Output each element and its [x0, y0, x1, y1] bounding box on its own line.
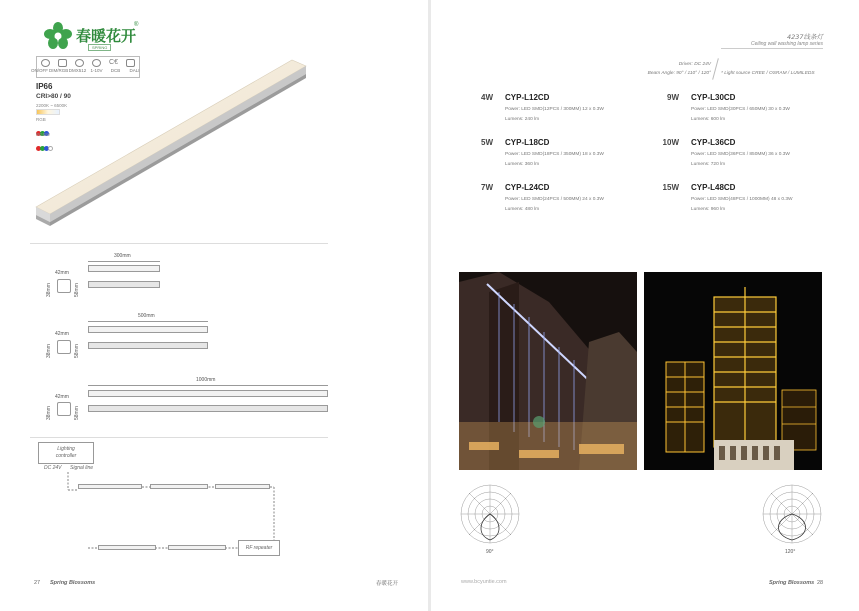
product-lumens: Lumens: 600 lm [691, 117, 726, 122]
rgbw-label: RGBW [36, 132, 50, 137]
product-watt: 4W [481, 93, 493, 102]
product-model: CYP-L24CD [505, 183, 550, 192]
project-photo-building-2 [644, 272, 822, 470]
product-watt: 10W [662, 138, 679, 147]
product-power: Power: LED SMD(12PCS / 300MM) 12 x 0.3W [505, 107, 604, 112]
feature-label: DALI [129, 68, 140, 73]
profile-top-view [88, 265, 160, 272]
height-label: 58mm [74, 283, 80, 297]
divider-slash [712, 58, 719, 80]
width-label: 42mm [55, 394, 69, 400]
width-label: 42mm [55, 331, 69, 337]
linear-light-unit [168, 545, 226, 550]
footer-brand: Spring Blossoms [769, 580, 815, 586]
series-title-cn: 4237线条灯 [786, 33, 823, 41]
profile-side-view [88, 281, 160, 288]
profile-side-view [88, 405, 328, 412]
rf-repeater-box [238, 540, 280, 556]
height-label: 58mm [74, 406, 80, 420]
rgb-label: RGB [36, 117, 46, 122]
divider [30, 437, 328, 438]
product-power: Power: LED SMD(18PCS / 350MM) 18 x 0.3W [505, 152, 604, 157]
flower-logo-icon [44, 22, 72, 50]
product-lumens: Lumens: 480 lm [505, 207, 540, 212]
feature-label: 1-10V [90, 68, 103, 73]
footer-url[interactable]: www.bcyuntie.com [461, 579, 507, 585]
divider [721, 48, 823, 49]
linear-light-unit [98, 545, 156, 550]
profile-top-view [88, 390, 328, 397]
dimension-line [88, 261, 160, 262]
height-label: 58mm [74, 344, 80, 358]
height-label: 38mm [46, 344, 52, 358]
linear-light-image [30, 50, 330, 240]
right-page [431, 0, 859, 611]
length-label: 1000mm [196, 377, 216, 383]
product-power: Power: LED SMD(48PCS / 1000MM) 48 x 0.3W [691, 197, 793, 202]
signal-label: Signal line [70, 465, 94, 471]
length-label: 300mm [114, 253, 131, 259]
lighting-controller-box [38, 442, 94, 464]
profile-top-view [88, 326, 208, 333]
cross-section [57, 279, 71, 293]
dimension-line [88, 321, 208, 322]
logo-name: 春暖花开 [76, 27, 137, 45]
length-label: 500mm [138, 313, 155, 319]
ce-icon: C€ [109, 59, 118, 66]
divider [30, 243, 328, 244]
footer-brand: Spring Blossoms [50, 580, 96, 586]
product-lumens: Lumens: 360 lm [505, 162, 540, 167]
feature-label: DCB [110, 68, 121, 73]
light-source-spec: * Light source CREE / OSRAM / LUMILEDS [721, 71, 815, 76]
feature-label: ON/OFF [31, 68, 48, 73]
product-model: CYP-L18CD [505, 138, 550, 147]
registered-mark: ® [134, 22, 139, 28]
page-number: 28 [817, 580, 824, 586]
feature-label: DIM/RGB [49, 68, 69, 73]
left-page [0, 0, 428, 611]
ip-rating: IP66 [36, 82, 53, 91]
product-power: Power: LED SMD(30PCS / 650MM) 30 x 0.3W [691, 107, 790, 112]
polar-diagram-120 [761, 483, 823, 550]
polar-angle-label: 90° [486, 549, 494, 555]
logo-sub: SPRING [88, 44, 111, 51]
product-lumens: Lumens: 720 lm [691, 162, 726, 167]
project-photo-building-1 [459, 272, 637, 470]
height-label: 38mm [46, 283, 52, 297]
product-power: Power: LED SMD(36PCS / 850MM) 36 x 0.3W [691, 152, 790, 157]
cross-section [57, 402, 71, 416]
cross-section [57, 340, 71, 354]
product-power: Power: LED SMD(24PCS / 500MM) 24 x 0.3W [505, 197, 604, 202]
driver-spec: Driver: DC 24V [678, 62, 711, 67]
product-model: CYP-L48CD [691, 183, 736, 192]
product-lumens: Lumens: 240 lm [505, 117, 540, 122]
linear-light-unit [215, 484, 270, 489]
product-model: CYP-L12CD [505, 93, 550, 102]
product-watt: 15W [662, 183, 679, 192]
product-model: CYP-L36CD [691, 138, 736, 147]
profile-side-view [88, 342, 208, 349]
cri-rating: CRI>80 / 90 [36, 93, 71, 100]
dimension-line [88, 385, 328, 386]
repeater-label: RF repeater [245, 545, 273, 551]
controller-label-2: controller [55, 453, 77, 459]
product-watt: 5W [481, 138, 493, 147]
product-model: CYP-L30CD [691, 93, 736, 102]
dc-label: DC 24V [44, 465, 62, 471]
product-lumens: Lumens: 960 lm [691, 207, 726, 212]
polar-diagram-90 [459, 483, 521, 550]
series-title-en: Ceiling wall washing lamp series [751, 41, 823, 47]
product-watt: 7W [481, 183, 493, 192]
linear-light-unit [150, 484, 208, 489]
width-label: 42mm [55, 270, 69, 276]
polar-angle-label: 120° [785, 549, 796, 555]
footer-brand-cn: 春暖花开 [376, 581, 399, 587]
product-watt: 9W [667, 93, 679, 102]
beam-angle-spec: Beam Angle: 90° / 110° / 120° [647, 71, 711, 76]
cct-label: 2200K ~ 6500K [36, 103, 68, 108]
height-label: 38mm [46, 406, 52, 420]
controller-label-1: Lighting [57, 446, 75, 452]
linear-light-unit [78, 484, 142, 489]
page-number: 27 [34, 580, 41, 586]
feature-label: DMX512 [68, 68, 87, 73]
